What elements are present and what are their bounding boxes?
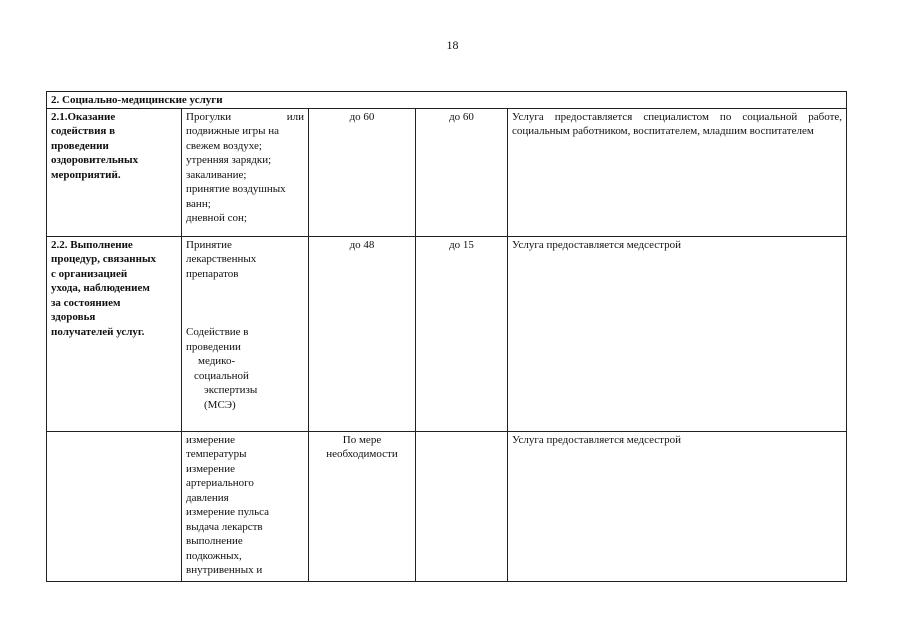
content-line: температуры <box>186 448 247 460</box>
content-line: проведении <box>186 340 241 353</box>
duration-cell: до 15 <box>416 236 508 431</box>
spacer <box>186 281 304 325</box>
content-line: дневной сон; <box>186 212 247 224</box>
service-name-line: за состоянием <box>51 296 121 309</box>
service-name-line: 2.1.Оказание <box>51 110 116 123</box>
service-name-cell <box>47 431 182 581</box>
content-line: Принятие <box>186 238 232 251</box>
content-line: медико- <box>198 355 236 367</box>
content-line: измерение <box>186 433 235 446</box>
service-content-cell <box>182 236 309 431</box>
table-row <box>47 108 847 236</box>
service-content-cell <box>182 108 309 236</box>
services-table <box>46 91 847 582</box>
service-name-cell <box>47 236 182 431</box>
table-row <box>47 431 847 581</box>
volume-cell <box>309 431 416 581</box>
content-line: Содействие в <box>186 326 249 338</box>
service-name-line: процедур, связанных <box>51 253 157 265</box>
volume-line: необходимости <box>326 448 398 460</box>
section-title: 2. Социально-медицинские услуги <box>47 92 847 109</box>
content-line: лекарственных <box>186 253 257 265</box>
duration-cell <box>416 431 508 581</box>
provider-cell: Услуга предоставляется специалистом по социальной работе, социальным работником, воспитателем, младшим воспитателем <box>508 108 847 236</box>
service-name-line: оздоровительных <box>51 154 139 166</box>
content-line: внутривенных и <box>186 564 263 576</box>
table-row <box>47 236 847 431</box>
content-line: подкожных, <box>186 549 242 562</box>
content-line: принятие воздушных <box>186 183 286 195</box>
content-line: препаратов <box>186 267 239 280</box>
content-line: подвижные игры на <box>186 125 280 137</box>
service-name-line: ухода, наблюдением <box>51 282 150 294</box>
service-content-cell <box>182 431 309 581</box>
volume-line: По мере <box>342 433 382 446</box>
content-line <box>186 110 304 125</box>
service-name-line: мероприятий. <box>51 168 121 181</box>
content-line: (МСЭ) <box>204 398 236 411</box>
section-header-row <box>47 92 847 109</box>
duration-cell: до 60 <box>416 108 508 236</box>
service-name-line: 2.2. Выполнение <box>51 238 133 251</box>
service-name-line: с организацией <box>51 267 128 280</box>
service-name-line: здоровья <box>51 311 96 323</box>
content-line: измерение пульса <box>186 506 270 518</box>
provider-cell: Услуга предоставляется медсестрой <box>508 236 847 431</box>
content-line: закаливание; <box>186 168 247 181</box>
content-line: утренняя зарядки; <box>186 154 272 166</box>
page-number: 18 <box>446 38 459 52</box>
content-word: Прогулки <box>186 110 232 123</box>
content-word: или <box>286 110 304 123</box>
service-name-line: получателей услуг. <box>51 325 145 338</box>
service-name-line: содействия в <box>51 125 116 137</box>
content-line: измерение <box>186 462 235 475</box>
volume-cell: до 48 <box>309 236 416 431</box>
content-line: социальной <box>194 369 249 382</box>
content-line: выдача лекарств <box>186 520 263 533</box>
content-line: экспертизы <box>204 384 258 396</box>
service-name-cell <box>47 108 182 236</box>
content-line: ванн; <box>186 197 211 210</box>
content-line: давления <box>186 491 229 504</box>
content-line: выполнение <box>186 535 243 547</box>
content-line: свежем воздухе; <box>186 139 262 152</box>
service-name-line: проведении <box>51 139 109 152</box>
provider-cell: Услуга предоставляется медсестрой <box>508 431 847 581</box>
content-line: артериального <box>186 477 254 489</box>
volume-cell: до 60 <box>309 108 416 236</box>
